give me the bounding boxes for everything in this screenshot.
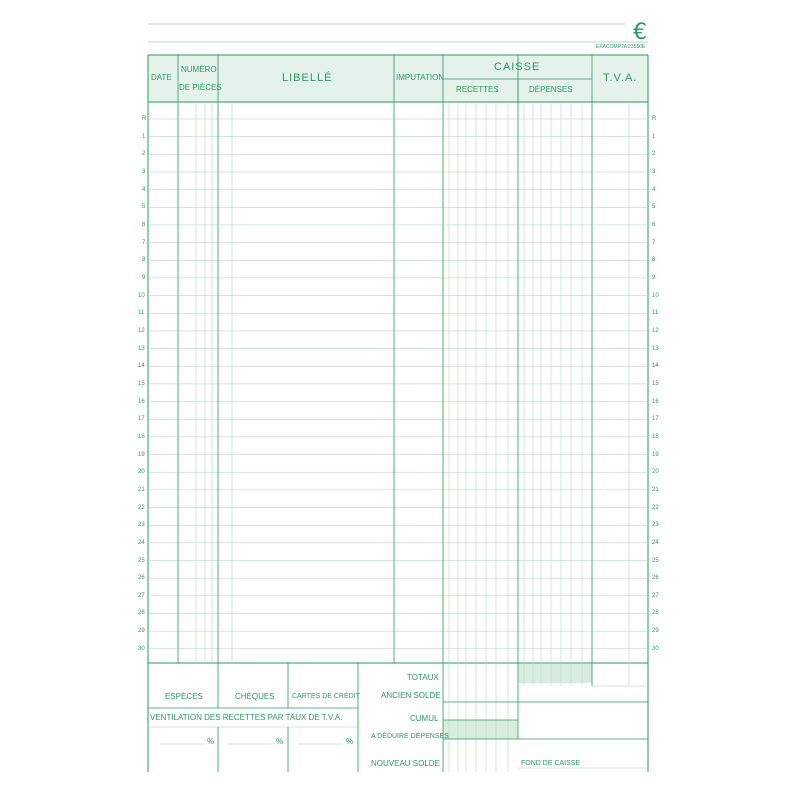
- row-number-left: 12: [138, 327, 145, 334]
- footer-totaux: TOTAUX: [407, 673, 439, 682]
- footer-a-deduire-depenses: A DÉDUIRE DÉPENSES: [371, 733, 449, 740]
- row-number-right: 12: [652, 327, 659, 334]
- row-number-right: 7: [652, 239, 656, 246]
- row-number-right: 3: [652, 168, 656, 175]
- row-number-right: 18: [652, 433, 659, 440]
- row-number-right: 10: [652, 292, 659, 299]
- row-number-left: 6: [142, 221, 146, 228]
- row-number-right: 2: [652, 151, 656, 158]
- row-number-right: 16: [652, 398, 659, 405]
- row-number-left: 11: [138, 310, 145, 317]
- row-number-left: 24: [138, 539, 145, 546]
- cumul-shade: [443, 720, 518, 739]
- footer-cheques: CHÈQUES: [235, 692, 275, 701]
- row-number-right: 21: [652, 486, 659, 493]
- row-number-left: 1: [142, 133, 146, 140]
- row-number-left: 23: [138, 522, 145, 529]
- col-header-numero: NUMÉRO: [181, 65, 217, 74]
- row-number-left: 20: [138, 469, 145, 476]
- totaux-depenses-shade: [518, 664, 592, 683]
- footer-ancien-solde: ANCIEN SOLDE: [381, 691, 441, 700]
- row-number-right: 30: [652, 645, 659, 652]
- row-number-right: 26: [652, 575, 659, 582]
- row-number-left: 21: [138, 486, 145, 493]
- row-number-left: 26: [138, 575, 145, 582]
- row-number-left: 16: [138, 398, 145, 405]
- row-number-right: 23: [652, 522, 659, 529]
- footer-fond-de-caisse: FOND DE CAISSE: [521, 760, 581, 767]
- row-number-right: 4: [652, 186, 656, 193]
- row-number-right: 27: [652, 592, 659, 599]
- row-number-left: 8: [142, 257, 146, 264]
- col-header-imputation: IMPUTATION: [396, 73, 445, 82]
- row-number-left: 19: [138, 451, 145, 458]
- row-number-right: 17: [652, 416, 659, 423]
- col-header-caisse: CAISSE: [494, 61, 541, 73]
- row-number-left: 7: [142, 239, 146, 246]
- row-number-right: 14: [652, 363, 659, 370]
- row-number-right: 15: [652, 380, 659, 387]
- col-header-depenses: DÉPENSES: [529, 85, 573, 94]
- row-number-left: 29: [138, 628, 145, 635]
- row-number-right: 28: [652, 610, 659, 617]
- row-number-right: 6: [652, 221, 656, 228]
- row-number-right: 19: [652, 451, 659, 458]
- row-number-right: R: [652, 116, 657, 122]
- row-number-right: 9: [652, 274, 656, 281]
- footer-especes: ESPÈCES: [165, 692, 203, 701]
- col-header-libelle: LIBELLÉ: [282, 72, 333, 84]
- row-number-left: 5: [142, 204, 146, 211]
- row-number-left: 2: [142, 151, 146, 158]
- footer-nouveau-solde: NOUVEAU SOLDE: [371, 759, 440, 768]
- euro-icon: €: [633, 20, 647, 45]
- row-number-left: 4: [142, 186, 146, 193]
- row-number-right: 25: [652, 557, 659, 564]
- row-number-right: 13: [652, 345, 659, 352]
- col-header-recettes: RECETTES: [456, 85, 499, 94]
- row-number-left: 3: [142, 168, 146, 175]
- row-number-left: 18: [138, 433, 145, 440]
- row-number-right: 22: [652, 504, 659, 511]
- row-number-left: 25: [138, 557, 145, 564]
- footer-cumul: CUMUL: [410, 714, 439, 723]
- row-number-right: 24: [652, 539, 659, 546]
- row-number-left: 13: [138, 345, 145, 352]
- col-header-de-pieces: DE PIÈCES: [179, 83, 222, 92]
- row-number-right: 11: [652, 310, 659, 317]
- footer-percent-3: %: [346, 737, 354, 746]
- row-number-left: 14: [138, 363, 145, 370]
- col-header-date: DATE: [151, 73, 172, 82]
- row-number-left: 17: [138, 416, 145, 423]
- row-number-right: 8: [652, 257, 656, 264]
- row-number-right: 29: [652, 628, 659, 635]
- row-number-left: 22: [138, 504, 145, 511]
- row-number-left: R: [142, 116, 147, 122]
- row-number-left: 15: [138, 380, 145, 387]
- row-number-right: 5: [652, 204, 656, 211]
- row-number-left: 27: [138, 592, 145, 599]
- col-header-tva: T.V.A.: [603, 72, 638, 84]
- row-number-left: 10: [138, 292, 145, 299]
- row-number-right: 1: [652, 133, 656, 140]
- footer-percent-1: %: [207, 737, 215, 746]
- row-number-left: 28: [138, 610, 145, 617]
- row-number-left: 9: [142, 274, 146, 281]
- footer-ventilation: VENTILATION DES RECETTES PAR TAUX DE T.V.A.: [150, 713, 343, 722]
- row-number-right: 20: [652, 469, 659, 476]
- footer-cartes-credit: CARTES DE CRÉDIT: [292, 693, 360, 700]
- row-number-left: 30: [138, 645, 145, 652]
- footer-percent-2: %: [276, 737, 284, 746]
- product-reference: EXACOMPTA 23550E: [596, 44, 646, 50]
